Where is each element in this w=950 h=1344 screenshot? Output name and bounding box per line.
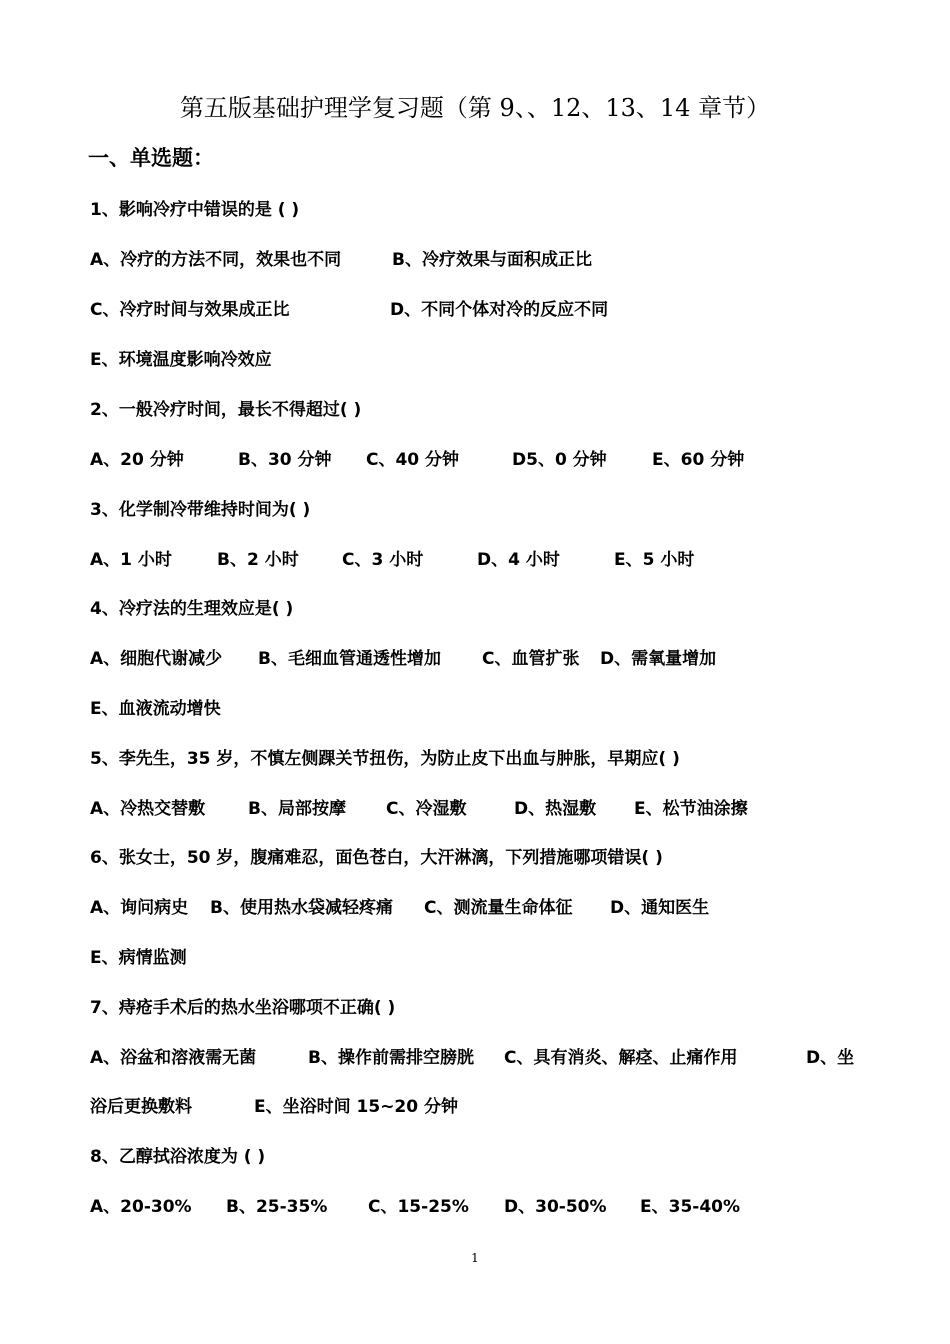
option-e: E、35-40% (640, 1197, 741, 1217)
option-b: B、使用热水袋减轻疼痛 (210, 898, 393, 918)
option-c: C、40 分钟 (366, 450, 460, 470)
option-d: D、需氧量增加 (600, 649, 717, 669)
option-b: B、局部按摩 (248, 799, 346, 819)
document-title: 第五版基础护理学复习题（第 9、、12、13、14 章节） (179, 94, 771, 122)
option-a: A、浴盆和溶液需无菌 (90, 1048, 257, 1068)
option-a: A、20 分钟 (90, 450, 184, 470)
question-stem: 4、冷疗法的生理效应是( ) (90, 599, 294, 619)
option-a: A、细胞代谢减少 (90, 649, 223, 669)
option-b: B、操作前需排空膀胱 (308, 1048, 474, 1068)
question-stem: 5、李先生，35 岁，不慎左侧踝关节扭伤，为防止皮下出血与肿胀，早期应( ) (90, 749, 680, 769)
option-a: A、1 小时 (90, 550, 172, 570)
option-b: B、30 分钟 (238, 450, 332, 470)
option-c: C、具有消炎、解痉、止痛作用 (504, 1048, 738, 1068)
page-number: 1 (471, 1251, 479, 1265)
option-d: D5、0 分钟 (512, 450, 607, 470)
question-stem: 1、影响冷疗中错误的是 ( ) (90, 200, 300, 220)
option-c: C、15-25% (368, 1197, 469, 1217)
option-b: B、冷疗效果与面积成正比 (392, 250, 592, 270)
option-a: A、20-30% (90, 1197, 192, 1217)
option-e: E、环境温度影响冷效应 (90, 350, 272, 370)
question-stem: 8、乙醇拭浴浓度为 ( ) (90, 1147, 266, 1167)
option-e: E、5 小时 (614, 550, 695, 570)
option-e: E、病情监测 (90, 948, 187, 968)
option-c: C、3 小时 (342, 550, 424, 570)
option-a: A、冷热交替敷 (90, 799, 206, 819)
question-stem: 3、化学制冷带维持时间为( ) (90, 500, 311, 520)
option-e: E、血液流动增快 (90, 699, 221, 719)
option-d: D、热湿敷 (514, 799, 597, 819)
option-a: A、询问病史 (90, 898, 189, 918)
option-d: D、通知医生 (610, 898, 710, 918)
option-d: D、坐 (806, 1048, 855, 1068)
option-e: E、60 分钟 (652, 450, 745, 470)
option-a: A、冷疗的方法不同，效果也不同 (90, 250, 342, 270)
option-c: C、冷湿敷 (386, 799, 467, 819)
option-e: E、坐浴时间 15~20 分钟 (254, 1097, 459, 1117)
option-d: D、4 小时 (477, 550, 560, 570)
option-c: C、血管扩张 (482, 649, 580, 669)
option-b: B、25-35% (226, 1197, 328, 1217)
question-stem: 7、痔疮手术后的热水坐浴哪项不正确( ) (90, 998, 396, 1018)
question-stem: 2、一般冷疗时间，最长不得超过( ) (90, 400, 362, 420)
option-c: C、冷疗时间与效果成正比 (90, 300, 290, 320)
option-d: D、不同个体对冷的反应不同 (390, 300, 609, 320)
option-d-continued: 浴后更换敷料 (90, 1097, 192, 1117)
option-b: B、毛细血管通透性增加 (258, 649, 441, 669)
question-stem: 6、张女士，50 岁，腹痛难忍，面色苍白，大汗淋漓，下列措施哪项错误( ) (90, 848, 663, 868)
option-c: C、测流量生命体征 (424, 898, 573, 918)
option-b: B、2 小时 (217, 550, 299, 570)
option-d: D、30-50% (504, 1197, 607, 1217)
section-heading: 一、单选题： (88, 146, 214, 170)
option-e: E、松节油涂擦 (634, 799, 748, 819)
